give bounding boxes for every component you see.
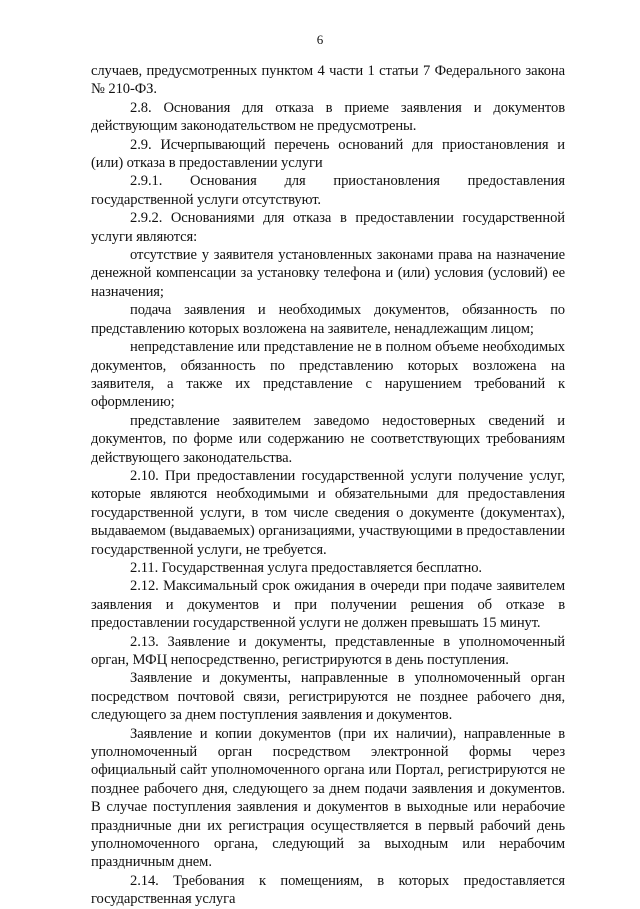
paragraph: 2.9.1. Основания для приостановления предоставления государственной услуги отсутствуют.: [91, 173, 565, 208]
paragraph: 2.14. Требования к помещениям, в которых предоставляется государственная услуга: [91, 872, 565, 908]
paragraph: 2.11. Государственная услуга предоставляется бесплатно.: [130, 559, 482, 576]
page-number: 6: [316, 32, 324, 47]
paragraph: 2.9. Исчерпывающий перечень оснований для приостановления и (или) отказа в предоставлении услуги: [91, 136, 565, 172]
paragraph: отсутствие у заявителя установленных законами права на назначение денежной компенсации за установку телефона и (или) условия (условий) ее назначения;: [91, 247, 565, 300]
paragraph: 2.10. При предоставлении государственной услуги получение услуг, которые являются необходимыми и обязательными для предоставления государственной услуги, в том числе сведения о документе (документах), выдаваемом (выдаваемых) организациями, участвующими в предоставлении государственной услуги, не требуется.: [91, 467, 565, 558]
paragraph: 2.8. Основания для отказа в приеме заявления и документов действующим законодательством не предусмотрены.: [91, 99, 565, 135]
paragraph: 2.9.2. Основаниями для отказа в предоставлении государственной услуги являются:: [91, 210, 565, 245]
paragraph: представление заявителем заведомо недостоверных сведений и документов, по форме или содержанию не соответствующих требованиям действующего законодательства.: [91, 412, 565, 466]
paragraph: подача заявления и необходимых документов, обязанность по представлению которых возложена на заявителе, ненадлежащим лицом;: [91, 302, 565, 337]
paragraph: 2.12. Максимальный срок ожидания в очереди при подаче заявителем заявления и документов и при получении решения об отказе в предоставлении государственной услуги не должен превышать 15 минут.: [91, 578, 565, 632]
paragraph: 2.13. Заявление и документы, представленные в уполномоченный орган, МФЦ непосредственно, регистрируются в день поступления.: [91, 633, 565, 668]
document-body: [91, 62, 565, 909]
paragraph: непредставление или представление не в полном объеме необходимых документов, обязанность по представлению которых возложена на заявителя, а также их представление с нарушением требований к оформлению;: [91, 339, 565, 411]
paragraph: случаев, предусмотренных пунктом 4 части 1 статьи 7 Федерального закона № 210-ФЗ.: [91, 63, 565, 98]
paragraph: Заявление и копии документов (при их наличии), направленные в уполномоченный орган посредством электронной формы через официальный сайт уполномоченного органа или Портал, регистрируются не позднее рабочего дня, следующего за днем подачи заявления и документов. В случае поступления заявления и документов в выходные или нерабочие праздничные дни их регистрация осуществляется в первый рабочий день уполномоченного органа, следующий за выходным или нерабочим праздничным днем.: [91, 725, 565, 871]
paragraph: Заявление и документы, направленные в уполномоченный орган посредством почтовой связи, регистрируются не позднее рабочего дня, следующего за днем поступления заявления и документов.: [91, 670, 565, 724]
